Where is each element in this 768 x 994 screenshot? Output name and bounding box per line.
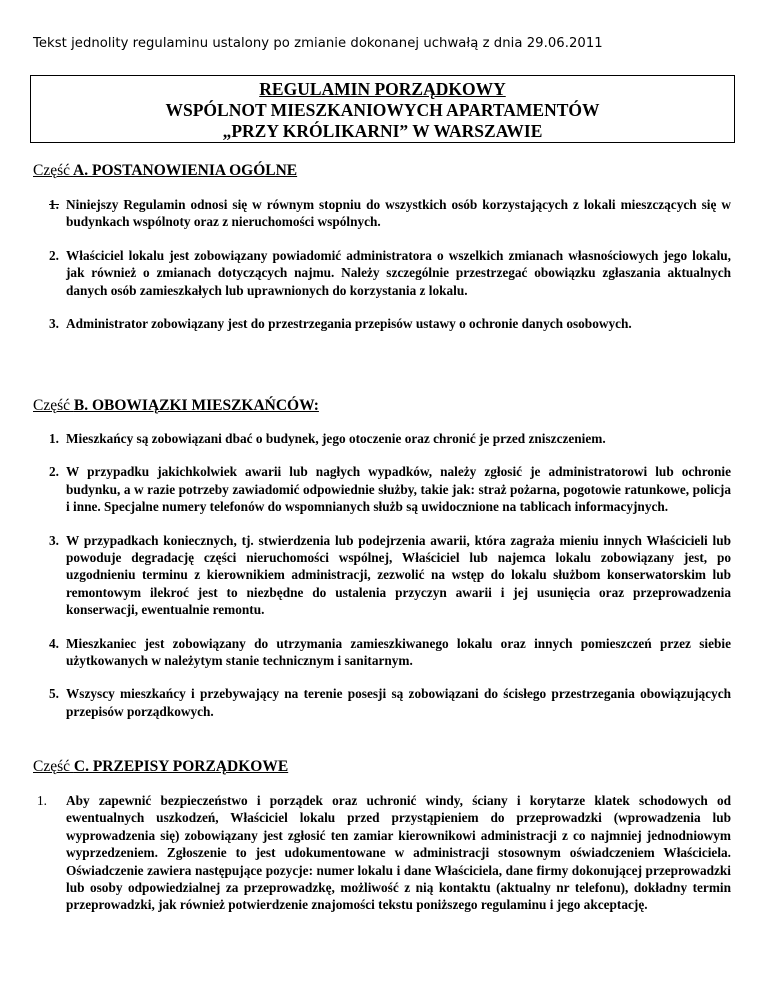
title-line-2: WSPÓLNOT MIESZKANIOWYCH APARTAMENTÓW xyxy=(165,100,600,120)
list-item xyxy=(49,463,731,515)
item-text: W przypadku jakichkolwiek awarii lub nagłych wypadków, należy zgłosić je administratorowi lub ochronie budynku, a w razie potrzeby zawiadomić odpowiednie służby, takie jak: straż pożarna, pogotowie ratunkowe, policja i inne. Specjalne numery telefonów do wspomnianych służb są uwidocznione na tablicach informacyjnych. xyxy=(66,464,731,515)
item-text: W przypadkach koniecznych, tj. stwierdzenia lub podejrzenia awarii, która zagraża mieniu innych Właścicieli lub powoduje degradację części nieruchomości wspólnej, Właściciel lub najemca lokalu zobowiązany jest, po uzgodnieniu terminu z kierownikiem administracji, zezwolić na wstęp do lokalu służbom konserwatorskim lub remontowym ilekroć jest to niezbędne do ustalenia przyczyn awarii i jej usunięcia oraz przeprowadzenia konserwacji, ewentualnie remontu. xyxy=(66,532,731,618)
section-c-heading xyxy=(33,758,288,776)
section-c-list xyxy=(37,792,731,914)
list-item xyxy=(49,247,731,299)
list-item xyxy=(49,532,731,619)
section-a-title: A. POSTANOWIENIA OGÓLNE xyxy=(73,162,298,179)
section-a-heading xyxy=(33,162,297,180)
title-box xyxy=(30,75,735,143)
item-number: 2. xyxy=(49,247,59,263)
item-number: 4. xyxy=(49,635,59,651)
item-text: Wszyscy mieszkańcy i przebywający na terenie posesji są zobowiązani do ścisłego przestrzegania obowiązujących przepisów porządkowych. xyxy=(66,686,731,719)
item-number: 1. xyxy=(49,197,59,212)
item-number: 1. xyxy=(49,431,59,446)
section-b-prefix: Część xyxy=(33,397,71,414)
section-a-list xyxy=(49,196,731,332)
list-item xyxy=(49,430,731,447)
title-line-1: REGULAMIN PORZĄDKOWY xyxy=(259,79,506,99)
item-number: 5. xyxy=(49,686,59,702)
section-c-title: C. PRZEPISY PORZĄDKOWE xyxy=(73,758,289,775)
item-text: Aby zapewnić bezpieczeństwo i porządek oraz uchronić windy, ściany i korytarze klatek schodowych od ewentualnych uszkodzeń, Właściciel lokalu przed przystąpieniem do przeprowadzki (wprowadzenia lub wyprowadzenia się) zobowiązany jest zgłosić ten zamiar kierownikowi administracji z co najmniej jednodniowym wyprzedzeniem. Zgłoszenie to jest udokumentowane w administracji stosownym oświadczeniem Właściciela. Oświadczenie zawiera następujące pozycje: numer lokalu i dane Właściciela, dane firmy dokonującej przeprowadzki lub osoby odpowiedzialnej za przeprowadzkę, możliwość z nią kontaktu (aktualny nr telefonu), dokładny termin przeprowadzki, jak również potwierdzenie znajomości tekstu poniższego regulaminu i jego akceptację. xyxy=(66,793,731,913)
section-b-list xyxy=(49,430,731,720)
item-number: 2. xyxy=(49,464,59,480)
header-note: Tekst jednolity regulaminu ustalony po zmianie dokonanej uchwałą z dnia 29.06.2011 xyxy=(33,36,603,51)
section-a-prefix: Część xyxy=(33,162,71,179)
item-number: 3. xyxy=(49,316,59,332)
item-number: 3. xyxy=(49,532,59,548)
list-item xyxy=(49,635,731,670)
item-number: 1. xyxy=(37,793,47,808)
item-text: Właściciel lokalu jest zobowiązany powiadomić administratora o wszelkich zmianach własnościowych jego lokalu, jak również o zmianach dotyczących najmu. Należy szczególnie przestrzegać obowiązku zgłaszania aktualnych danych osób zamieszkałych lub uprawnionych do korzystania z lokalu. xyxy=(66,247,731,298)
item-text: Niniejszy Regulamin odnosi się w równym stopniu do wszystkich osób korzystających z lokali mieszczących się w budynkach wspólnoty oraz z nieruchomości wspólnych. xyxy=(66,197,731,230)
item-text: Mieszkaniec jest zobowiązany do utrzymania zamieszkiwanego lokalu oraz innych pomieszczeń przez siebie użytkowanych w należytym stanie technicznym i sanitarnym. xyxy=(66,635,731,669)
list-item xyxy=(49,685,731,720)
list-item xyxy=(49,196,731,231)
section-b-heading xyxy=(33,397,319,415)
item-text: Mieszkańcy są zobowiązani dbać o budynek, jego otoczenie oraz chronić je przed zniszczeniem. xyxy=(66,431,606,446)
section-c-prefix: Część xyxy=(33,758,71,775)
title-line-3: „PRZY KRÓLIKARNI” W WARSZAWIE xyxy=(222,121,543,141)
item-text: Administrator zobowiązany jest do przestrzegania przepisów ustawy o ochronie danych osobowych. xyxy=(66,316,632,332)
section-b-title: B. OBOWIĄZKI MIESZKAŃCÓW: xyxy=(73,397,319,414)
list-item xyxy=(37,792,731,914)
list-item xyxy=(49,315,731,332)
